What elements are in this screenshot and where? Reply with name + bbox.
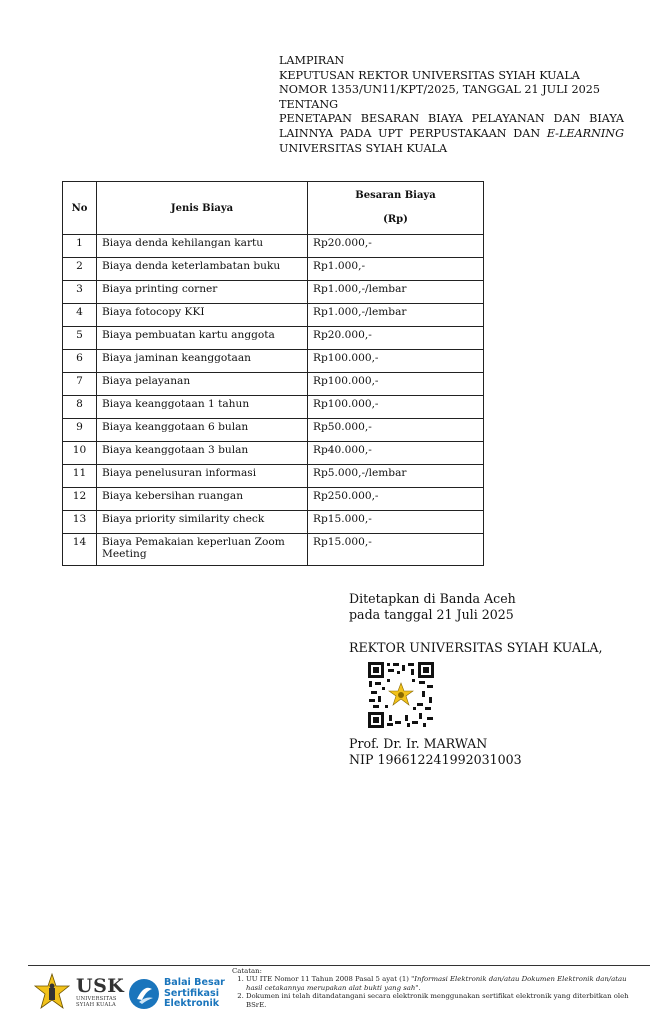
cell-no: 4 — [63, 304, 97, 327]
notes-title: Catatan: — [232, 967, 262, 975]
footer-divider — [28, 965, 650, 966]
column-header-jenis: Jenis Biaya — [97, 182, 308, 235]
table-row — [63, 281, 484, 304]
bsre-line3: Elektronik — [164, 998, 220, 1010]
header-line: TENTANG — [279, 97, 339, 111]
header-line: NOMOR 1353/UN11/KPT/2025, TANGGAL 21 JULI 2025 — [279, 83, 600, 97]
cell-amount: Rp100.000,- — [308, 396, 484, 419]
signer-nip: NIP 196612241992031003 — [349, 751, 522, 767]
table-header-row — [63, 182, 484, 235]
column-header-amount — [308, 182, 484, 235]
table-row — [63, 465, 484, 488]
cell-amount: Rp250.000,- — [308, 488, 484, 511]
cell-jenis: Biaya penelusuran informasi — [97, 465, 308, 488]
cell-amount: Rp15.000,- — [308, 511, 484, 534]
cell-jenis: Biaya keanggotaan 1 tahun — [97, 396, 308, 419]
cell-no: 12 — [63, 488, 97, 511]
table-row — [63, 534, 484, 566]
bsre-emblem-icon — [128, 978, 160, 1010]
cell-jenis: Biaya denda keterlambatan buku — [97, 258, 308, 281]
usk-logo — [32, 972, 124, 1012]
cell-amount: Rp5.000,-/lembar — [308, 465, 484, 488]
cell-jenis: Biaya Pemakaian keperluan Zoom Meeting — [97, 534, 308, 566]
fee-table — [62, 181, 484, 566]
cell-no: 14 — [63, 534, 97, 566]
bsre-line1: Balai Besar — [164, 977, 225, 989]
sign-date: pada tanggal 21 Juli 2025 — [349, 606, 514, 622]
cell-amount: Rp1.000,-/lembar — [308, 304, 484, 327]
cell-amount: Rp1.000,- — [308, 258, 484, 281]
usk-emblem-icon — [32, 972, 72, 1012]
table-row — [63, 327, 484, 350]
footer-notes — [232, 967, 632, 1009]
cell-jenis: Biaya jaminan keanggotaan — [97, 350, 308, 373]
cell-jenis: Biaya printing corner — [97, 281, 308, 304]
cell-no: 7 — [63, 373, 97, 396]
cell-amount: Rp1.000,-/lembar — [308, 281, 484, 304]
header-line-italic: E-LEARNING — [546, 126, 624, 140]
table-row — [63, 511, 484, 534]
cell-no: 1 — [63, 235, 97, 258]
decree-header — [279, 54, 624, 156]
cell-jenis: Biaya keanggotaan 6 bulan — [97, 419, 308, 442]
cell-no: 3 — [63, 281, 97, 304]
usk-name-line2: SYIAH KUALA — [76, 1001, 116, 1008]
usk-abbr: USK — [76, 974, 125, 997]
cell-jenis: Biaya fotocopy KKI — [97, 304, 308, 327]
table-row — [63, 373, 484, 396]
usk-name-line1: UNIVERSITAS — [76, 995, 117, 1002]
cell-no: 8 — [63, 396, 97, 419]
header-line: KEPUTUSAN REKTOR UNIVERSITAS SYIAH KUALA — [279, 68, 580, 82]
note1-plain: UU ITE Nomor 11 Tahun 2008 Pasal 5 ayat (1) — [246, 975, 409, 984]
signer-name: Prof. Dr. Ir. MARWAN — [349, 736, 488, 751]
cell-amount: Rp50.000,- — [308, 419, 484, 442]
cell-jenis: Biaya priority similarity check — [97, 511, 308, 534]
cell-jenis: Biaya pelayanan — [97, 373, 308, 396]
header-line: PENETAPAN BESARAN BIAYA PELAYANAN DAN BIAYA — [279, 112, 624, 126]
cell-no: 9 — [63, 419, 97, 442]
sign-place: Ditetapkan di Banda Aceh — [349, 591, 516, 606]
table-row — [63, 304, 484, 327]
cell-amount: Rp20.000,- — [308, 327, 484, 350]
header-line: LAMPIRAN — [279, 54, 345, 67]
qr-code-signature — [367, 661, 435, 729]
cell-no: 6 — [63, 350, 97, 373]
cell-amount: Rp20.000,- — [308, 235, 484, 258]
table-row — [63, 442, 484, 465]
table-row — [63, 258, 484, 281]
cell-jenis: Biaya kebersihan ruangan — [97, 488, 308, 511]
column-header-amount-line2: (Rp) — [383, 214, 408, 225]
table-row — [63, 350, 484, 373]
cell-no: 10 — [63, 442, 97, 465]
cell-jenis: Biaya keanggotaan 3 bulan — [97, 442, 308, 465]
table-row — [63, 419, 484, 442]
signature-block — [349, 591, 602, 767]
table-row — [63, 396, 484, 419]
cell-no: 11 — [63, 465, 97, 488]
cell-no: 13 — [63, 511, 97, 534]
bsre-logo — [128, 978, 225, 1010]
table-row — [63, 235, 484, 258]
header-line: UNIVERSITAS SYIAH KUALA — [279, 141, 448, 155]
note1-italic: "Informasi Elektronik dan/atau Dokumen Elektronik dan/atau hasil cetakannya merupakan alat bukti yang sah". — [246, 975, 627, 992]
cell-jenis: Biaya denda kehilangan kartu — [97, 235, 308, 258]
sign-position: REKTOR UNIVERSITAS SYIAH KUALA, — [349, 640, 603, 655]
column-header-no: No — [63, 182, 97, 235]
table-row — [63, 488, 484, 511]
cell-amount: Rp100.000,- — [308, 373, 484, 396]
cell-no: 5 — [63, 327, 97, 350]
bsre-line2: Sertifikasi — [164, 987, 219, 999]
cell-no: 2 — [63, 258, 97, 281]
note-item — [246, 975, 632, 992]
cell-amount: Rp100.000,- — [308, 350, 484, 373]
column-header-amount-line1: Besaran Biaya — [355, 190, 436, 201]
header-line-part: LAINNYA PADA UPT PERPUSTAKAAN DAN — [279, 126, 541, 140]
cell-amount: Rp15.000,- — [308, 534, 484, 566]
cell-amount: Rp40.000,- — [308, 442, 484, 465]
note-item: 2. Dokumen ini telah ditandatangani secara elektronik menggunakan sertifikat elektronik yang diterbitkan oleh BSrE. — [246, 992, 632, 1009]
header-line — [279, 127, 624, 142]
cell-jenis: Biaya pembuatan kartu anggota — [97, 327, 308, 350]
